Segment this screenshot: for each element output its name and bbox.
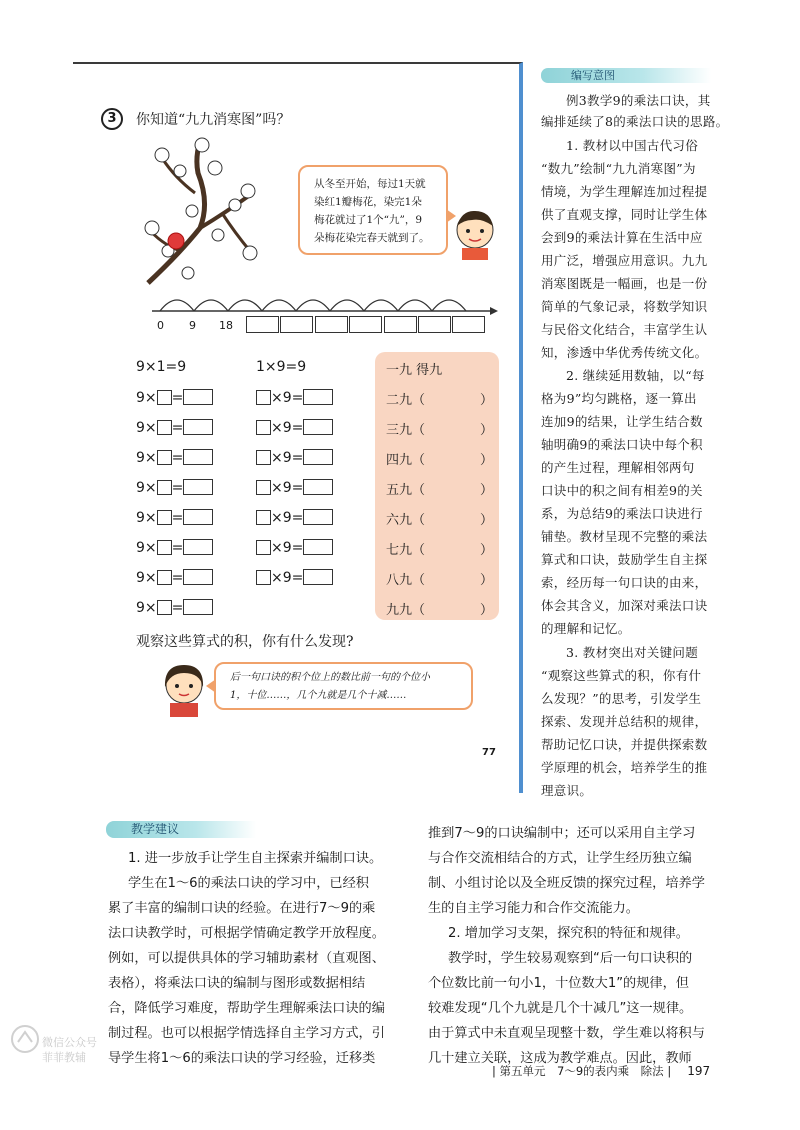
number-line-blank[interactable] <box>418 316 451 333</box>
speech-line: 梅花就过了1个“九”，9 <box>314 214 423 226</box>
koujue-close: ） <box>480 453 494 468</box>
equation-row: ×9= <box>256 479 333 496</box>
intent-line: 探索、发现并总结积的规律， <box>541 714 708 729</box>
intent-line: 例3教学9的乘法口诀，其 <box>566 93 711 108</box>
koujue-row: 四九（ <box>386 453 426 468</box>
intent-line: 的产生过程，理解相邻两句 <box>541 460 695 475</box>
intent-line: “观察这些算式的积，你有什 <box>541 668 702 683</box>
koujue-row: 三九（ <box>386 423 426 438</box>
answer-box[interactable] <box>303 389 333 405</box>
answer-box[interactable] <box>183 449 213 465</box>
equation-row: ×9= <box>256 389 333 406</box>
equation-row: 9× = <box>136 389 213 406</box>
answer-box[interactable] <box>157 570 172 585</box>
intent-line: “数九”绘制“九九消寒图”为 <box>541 161 696 176</box>
koujue-close: ） <box>480 573 494 588</box>
koujue-close: ） <box>480 423 494 438</box>
intent-line: 轴明确9的乘法口诀中每个积 <box>541 437 703 452</box>
number-line <box>150 283 500 319</box>
equation-row: 9× = <box>136 599 213 616</box>
number-line-label: 9 <box>189 319 196 332</box>
koujue-given: 一九 得九 <box>386 363 443 378</box>
answer-box[interactable] <box>256 420 271 435</box>
intent-line: 情境，为学生理解连加过程提 <box>541 184 708 199</box>
number-line-blank[interactable] <box>315 316 348 333</box>
equation-row: 9× = <box>136 539 213 556</box>
girl-avatar <box>160 661 208 717</box>
intent-line: 2. 继续延用数轴，以“每 <box>566 368 705 383</box>
textbook-page-number: 77 <box>482 747 496 758</box>
girl-speech-bubble <box>214 662 473 710</box>
tips-line: 制过程。也可以根据学情选择自主学习方式，引 <box>108 1026 385 1041</box>
equation-row: 9× = <box>136 419 213 436</box>
answer-box[interactable] <box>157 420 172 435</box>
intent-line: 编排延续了8的乘法口诀的思路。 <box>541 114 729 129</box>
equation-given: 1×9=9 <box>256 359 307 375</box>
number-line-blank[interactable] <box>246 316 279 333</box>
tips-line: 累了丰富的编制口诀的经验。在进行7～9的乘 <box>108 901 376 916</box>
tips-line: 2. 增加学习支架，探究积的特征和规律。 <box>448 926 689 941</box>
unit-label: | 第五单元 7～9的表内乘 除法 | <box>492 1064 672 1078</box>
koujue-close: ） <box>480 483 494 498</box>
tips-line: 由于算式中未直观呈现整十数，学生难以将积与 <box>428 1026 705 1041</box>
number-line-blank[interactable] <box>384 316 417 333</box>
intent-heading: 编写意图 <box>571 69 615 82</box>
speech-line: 后一句口诀的积个位上的数比前一句的个位小 <box>230 672 430 683</box>
intent-line: 1. 教材以中国古代习俗 <box>566 138 698 153</box>
intent-line: 与民俗文化结合，丰富学生认 <box>541 322 708 337</box>
answer-box[interactable] <box>256 450 271 465</box>
answer-box[interactable] <box>157 600 172 615</box>
tips-heading: 教学建议 <box>131 822 180 836</box>
tips-line: 推到7～9的口诀编制中；还可以采用自主学习 <box>428 826 696 841</box>
tips-line: 与合作交流相结合的方式，让学生经历独立编 <box>428 851 692 866</box>
intent-line: 索，经历每一句口诀的由来， <box>541 575 708 590</box>
intent-line: 连加9的结果，让学生结合数 <box>541 414 703 429</box>
answer-box[interactable] <box>303 569 333 585</box>
number-line-blank[interactable] <box>452 316 485 333</box>
tips-line: 法口诀教学时，可根据学情确定教学开放程度。 <box>108 926 385 941</box>
intent-line: 系，为总结9的乘法口诀进行 <box>541 506 703 521</box>
intent-line: 格为9”均匀跳格，逐一算出 <box>541 391 697 406</box>
page-footer <box>492 1063 710 1079</box>
speech-line: 朵梅花染完春天就到了。 <box>314 232 430 244</box>
answer-box[interactable] <box>157 510 172 525</box>
answer-box[interactable] <box>183 509 213 525</box>
intent-line: 消寒图既是一幅画，也是一份 <box>541 276 708 291</box>
answer-box[interactable] <box>183 599 213 615</box>
answer-box[interactable] <box>256 510 271 525</box>
speech-line: 从冬至开始，每过1天就 <box>314 178 426 190</box>
intent-line: 用广泛，增强应用意识。九九 <box>541 253 708 268</box>
intent-line: 体会其含义，加深对乘法口诀 <box>541 598 708 613</box>
answer-box[interactable] <box>256 540 271 555</box>
tips-line: 几十建立关联，这成为教学难点。因此，教师 <box>428 1051 692 1066</box>
number-line-blank[interactable] <box>349 316 382 333</box>
page-number: 197 <box>687 1064 711 1078</box>
answer-box[interactable] <box>256 570 271 585</box>
watermark-logo-icon <box>8 1022 42 1056</box>
koujue-close: ） <box>480 603 494 618</box>
number-line-label: 18 <box>219 319 233 332</box>
watermark: 微信公众号 菲菲教辅 <box>42 1036 97 1064</box>
speech-line: 染红1瓣梅花，染完1朵 <box>314 196 422 208</box>
equation-row: 9× = <box>136 479 213 496</box>
plum-blossom-branch-illustration <box>140 133 270 293</box>
answer-box[interactable] <box>183 419 213 435</box>
intent-line: 帮助记忆口诀，并提供探索数 <box>541 737 708 752</box>
tips-line: 教学时，学生较易观察到“后一句口诀积的 <box>448 951 693 966</box>
tips-line: 1. 进一步放手让学生自主探索并编制口诀。 <box>128 851 383 866</box>
answer-box[interactable] <box>157 390 172 405</box>
koujue-row: 八九（ <box>386 573 426 588</box>
intent-line: 供了直观支撑，同时让学生体 <box>541 207 708 222</box>
answer-box[interactable] <box>256 480 271 495</box>
equation-row: ×9= <box>256 539 333 556</box>
answer-box[interactable] <box>256 390 271 405</box>
observe-question: 观察这些算式的积，你有什么发现? <box>136 634 354 650</box>
intent-line: 知，渗透中华优秀传统文化。 <box>541 345 708 360</box>
tips-heading-tab <box>106 821 256 838</box>
equation-given: 9×1=9 <box>136 359 187 375</box>
koujue-row: 六九（ <box>386 513 426 528</box>
koujue-close: ） <box>480 513 494 528</box>
answer-box[interactable] <box>303 539 333 555</box>
answer-box[interactable] <box>183 569 213 585</box>
koujue-row: 二九（ <box>386 393 426 408</box>
number-line-label: 0 <box>157 319 164 332</box>
tips-line: 合，降低学习难度，帮助学生理解乘法口诀的编 <box>108 1001 385 1016</box>
example-number: 3 <box>101 108 123 130</box>
example-title: 你知道“九九消寒图”吗？ <box>136 112 291 128</box>
koujue-row: 九九（ <box>386 603 426 618</box>
answer-box[interactable] <box>303 479 333 495</box>
tips-line: 学生在1～6的乘法口诀的学习中，已经积 <box>128 876 369 891</box>
koujue-row: 七九（ <box>386 543 426 558</box>
intent-line: 口诀中的积之间有相差9的关 <box>541 483 703 498</box>
intent-line: 简单的气象记录，将数学知识 <box>541 299 708 314</box>
intent-line: 3. 教材突出对关键问题 <box>566 645 698 660</box>
answer-box[interactable] <box>183 479 213 495</box>
equation-row: 9× = <box>136 569 213 586</box>
answer-box[interactable] <box>183 389 213 405</box>
tips-line: 个位数比前一句小1，十位数大1”的规律，但 <box>428 976 689 991</box>
tips-line: 导学生将1～6的乘法口诀的学习经验，迁移类 <box>108 1051 376 1066</box>
equation-row: ×9= <box>256 569 333 586</box>
tips-line: 制、小组讨论以及全班反馈的探究过程，培养学 <box>428 876 705 891</box>
equation-row: ×9= <box>256 509 333 526</box>
intent-line: 的理解和记忆。 <box>541 621 631 636</box>
equation-row: 9× = <box>136 449 213 466</box>
intent-line: 学原理的机会，培养学生的推 <box>541 760 708 775</box>
answer-box[interactable] <box>157 540 172 555</box>
tips-line: 较难发现“几个九就是几个十减几”这一规律。 <box>428 1001 693 1016</box>
intent-line: 么发现？”的思考，引发学生 <box>541 691 702 706</box>
bubble-tail <box>206 679 216 693</box>
speech-line: 1，十位……，几个九就是几个十减…… <box>230 690 407 701</box>
koujue-row: 五九（ <box>386 483 426 498</box>
intent-heading-tab <box>541 68 711 83</box>
koujue-close: ） <box>480 393 494 408</box>
koujue-close: ） <box>480 543 494 558</box>
tips-line: 表格），将乘法口诀的编制与图形或数据相结 <box>108 976 366 991</box>
answer-box[interactable] <box>183 539 213 555</box>
intent-line: 铺垫。教材呈现不完整的乘法 <box>541 529 708 544</box>
number-line-blank[interactable] <box>280 316 313 333</box>
boy-avatar <box>452 208 498 260</box>
boy-speech-bubble <box>298 165 448 255</box>
answer-box[interactable] <box>157 480 172 495</box>
tips-line: 生的自主学习能力和合作交流能力。 <box>428 901 639 916</box>
answer-box[interactable] <box>303 419 333 435</box>
equation-row: ×9= <box>256 449 333 466</box>
answer-box[interactable] <box>303 509 333 525</box>
answer-box[interactable] <box>157 450 172 465</box>
equation-row: 9× = <box>136 509 213 526</box>
tips-line: 例如，可以提供具体的学习辅助素材（直观图、 <box>108 951 385 966</box>
intent-line: 算式和口诀，鼓励学生自主探 <box>541 552 708 567</box>
equation-row: ×9= <box>256 419 333 436</box>
intent-line: 理意识。 <box>541 783 593 798</box>
answer-box[interactable] <box>303 449 333 465</box>
intent-line: 会到9的乘法计算在生活中应 <box>541 230 703 245</box>
